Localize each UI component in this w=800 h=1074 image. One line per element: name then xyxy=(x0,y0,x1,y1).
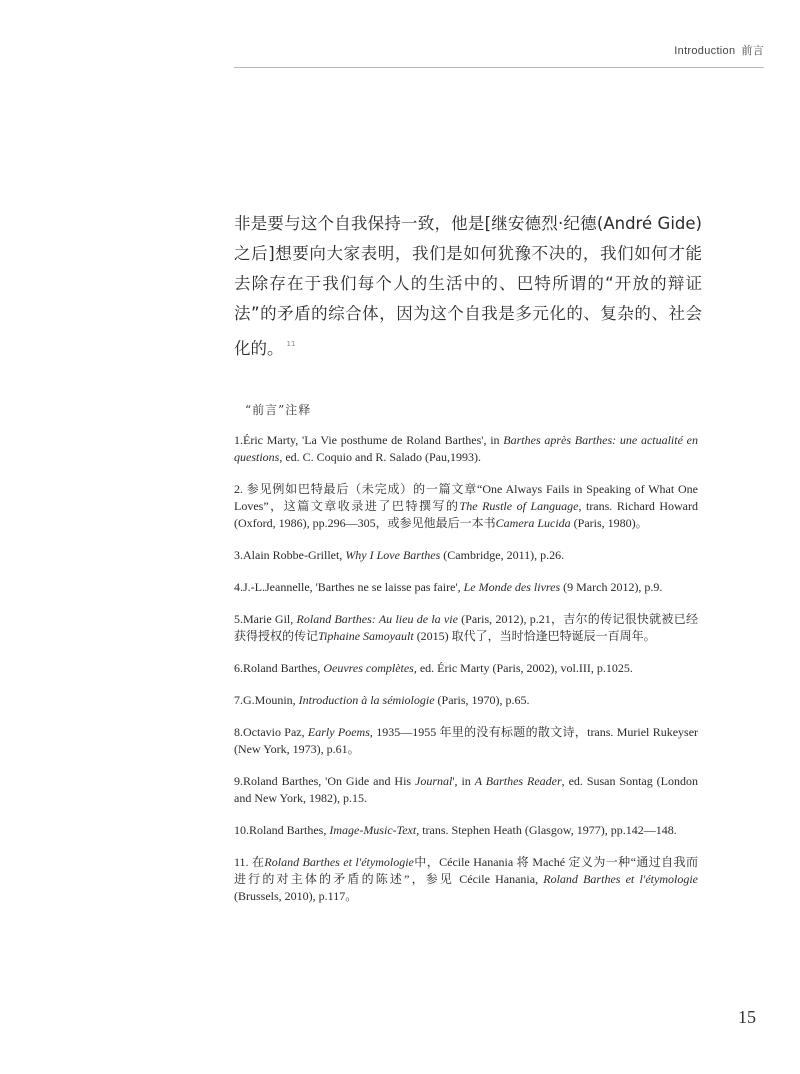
note-title-italic: The Rustle of Language xyxy=(459,499,579,513)
note-text: (9 March 2012), p.9. xyxy=(560,580,663,594)
note-text: 6.Roland Barthes, xyxy=(234,661,324,675)
note-text: , trans. Stephen Heath (Glasgow, 1977), pp.142—148. xyxy=(416,823,677,837)
note-title-italic: Image-Music-Text xyxy=(329,823,417,837)
note-title-italic: Journal xyxy=(415,774,453,788)
note-title-italic: Tiphaine Samoyault xyxy=(318,629,414,643)
note-text: , ed. Susan Sontag (London and New York, 1982), p.15. xyxy=(234,774,698,805)
note-title-italic: Introduction à la sémiologie xyxy=(298,693,435,707)
note-text: , trans. Richard Howard (Oxford, 1986), pp.296—305，或参见他最后一本书 xyxy=(234,499,698,530)
note-text: 8.Octavio Paz, xyxy=(234,725,308,739)
note-text: ed. Éric Marty (Paris, 2002), vol.III, p.1025. xyxy=(416,661,633,675)
note-title-italic: Roland Barthes et l'étymologie xyxy=(543,872,698,886)
note-title-italic: Why I Love Barthes xyxy=(345,548,441,562)
notes-list xyxy=(234,432,698,920)
note-title-italic: Roland Barthes et l'étymologie xyxy=(264,855,414,869)
note-item xyxy=(234,724,698,758)
note-text: (Paris, 2012), p.21，吉尔的传记很快就被已经获得授权的传记 xyxy=(234,612,698,643)
note-text: 4.J.-L.Jeannelle, 'Barthes ne se laisse pas faire', xyxy=(234,580,464,594)
running-header xyxy=(674,42,764,58)
header-rule xyxy=(234,67,764,68)
note-text: 7.G.Mounin, xyxy=(234,693,299,707)
note-title-italic: Barthes après Barthes: une actualité en questions xyxy=(234,433,699,464)
header-title-zh: 前言 xyxy=(741,45,764,57)
note-text: (Paris, 1980)。 xyxy=(570,516,648,530)
note-title-italic: Camera Lucida xyxy=(495,516,571,530)
page-number: 15 xyxy=(738,1007,756,1027)
note-text: 10.Roland Barthes, xyxy=(234,823,330,837)
footnote-reference: 11 xyxy=(286,340,296,348)
note-title-italic: A Barthes Reader xyxy=(474,774,562,788)
note-text: 3.Alain Robbe-Grillet, xyxy=(234,548,346,562)
note-title-italic: Oeuvres complètes, xyxy=(323,661,417,675)
note-text: , ed. C. Coquio and R. Salado (Pau,1993). xyxy=(279,450,481,464)
note-text: (Cambridge, 2011), p.26. xyxy=(440,548,565,562)
note-item xyxy=(234,854,698,905)
note-text: 1.Éric Marty, 'La Vie posthume de Roland Barthes', in xyxy=(234,433,504,447)
note-text: (2015) 取代了，当时恰逢巴特诞辰一百周年。 xyxy=(413,629,656,643)
notes-title: “前言”注释 xyxy=(245,403,312,417)
note-item xyxy=(234,481,698,532)
note-title-italic: Roland Barthes: Au lieu de la vie xyxy=(296,612,458,626)
note-text: ', in xyxy=(452,774,475,788)
header-title-en: Introduction xyxy=(674,45,736,57)
note-text: 9.Roland Barthes, 'On Gide and His xyxy=(234,774,416,788)
note-title-italic: Early Poems xyxy=(307,725,370,739)
note-text: 中，Cécile Hanania 将 Maché 定义为一种“通过自我而进行的对主体的矛盾的陈述”，参见 Cécile Hanania, xyxy=(234,855,699,886)
note-item xyxy=(234,579,698,596)
note-item xyxy=(234,822,698,839)
note-item xyxy=(234,547,698,564)
note-item xyxy=(234,432,698,466)
note-text: 2. 参见例如巴特最后（未完成）的一篇文章“One Always Fails in Speaking of What One Loves”，这篇文章收录进了巴特撰写的 xyxy=(234,482,698,513)
note-text: (Paris, 1970), p.65. xyxy=(434,693,530,707)
note-item xyxy=(234,692,698,709)
note-text: 5.Marie Gil, xyxy=(234,612,297,626)
note-title-italic: Le Monde des livres xyxy=(463,580,561,594)
note-text: (Brussels, 2010), p.117。 xyxy=(234,889,358,903)
note-item xyxy=(234,773,698,807)
note-item xyxy=(234,660,698,677)
note-text: , 1935—1955 年里的没有标题的散文诗，trans. Muriel Rukeyser (New York, 1973), p.61。 xyxy=(234,725,699,756)
note-item xyxy=(234,611,698,645)
body-paragraph xyxy=(234,209,702,364)
body-paragraph-text: 非是要与这个自我保持一致，他是[继安德烈·纪德(André Gide)之后]想要向大家表明，我们是如何犹豫不决的，我们如何才能去除存在于我们每个人的生活中的、巴特所谓的“开放的辩证法”的矛盾的综合体，因为这个自我是多元化的、复杂的、社会化的。 xyxy=(234,214,702,358)
note-text: 11. 在 xyxy=(234,855,265,869)
